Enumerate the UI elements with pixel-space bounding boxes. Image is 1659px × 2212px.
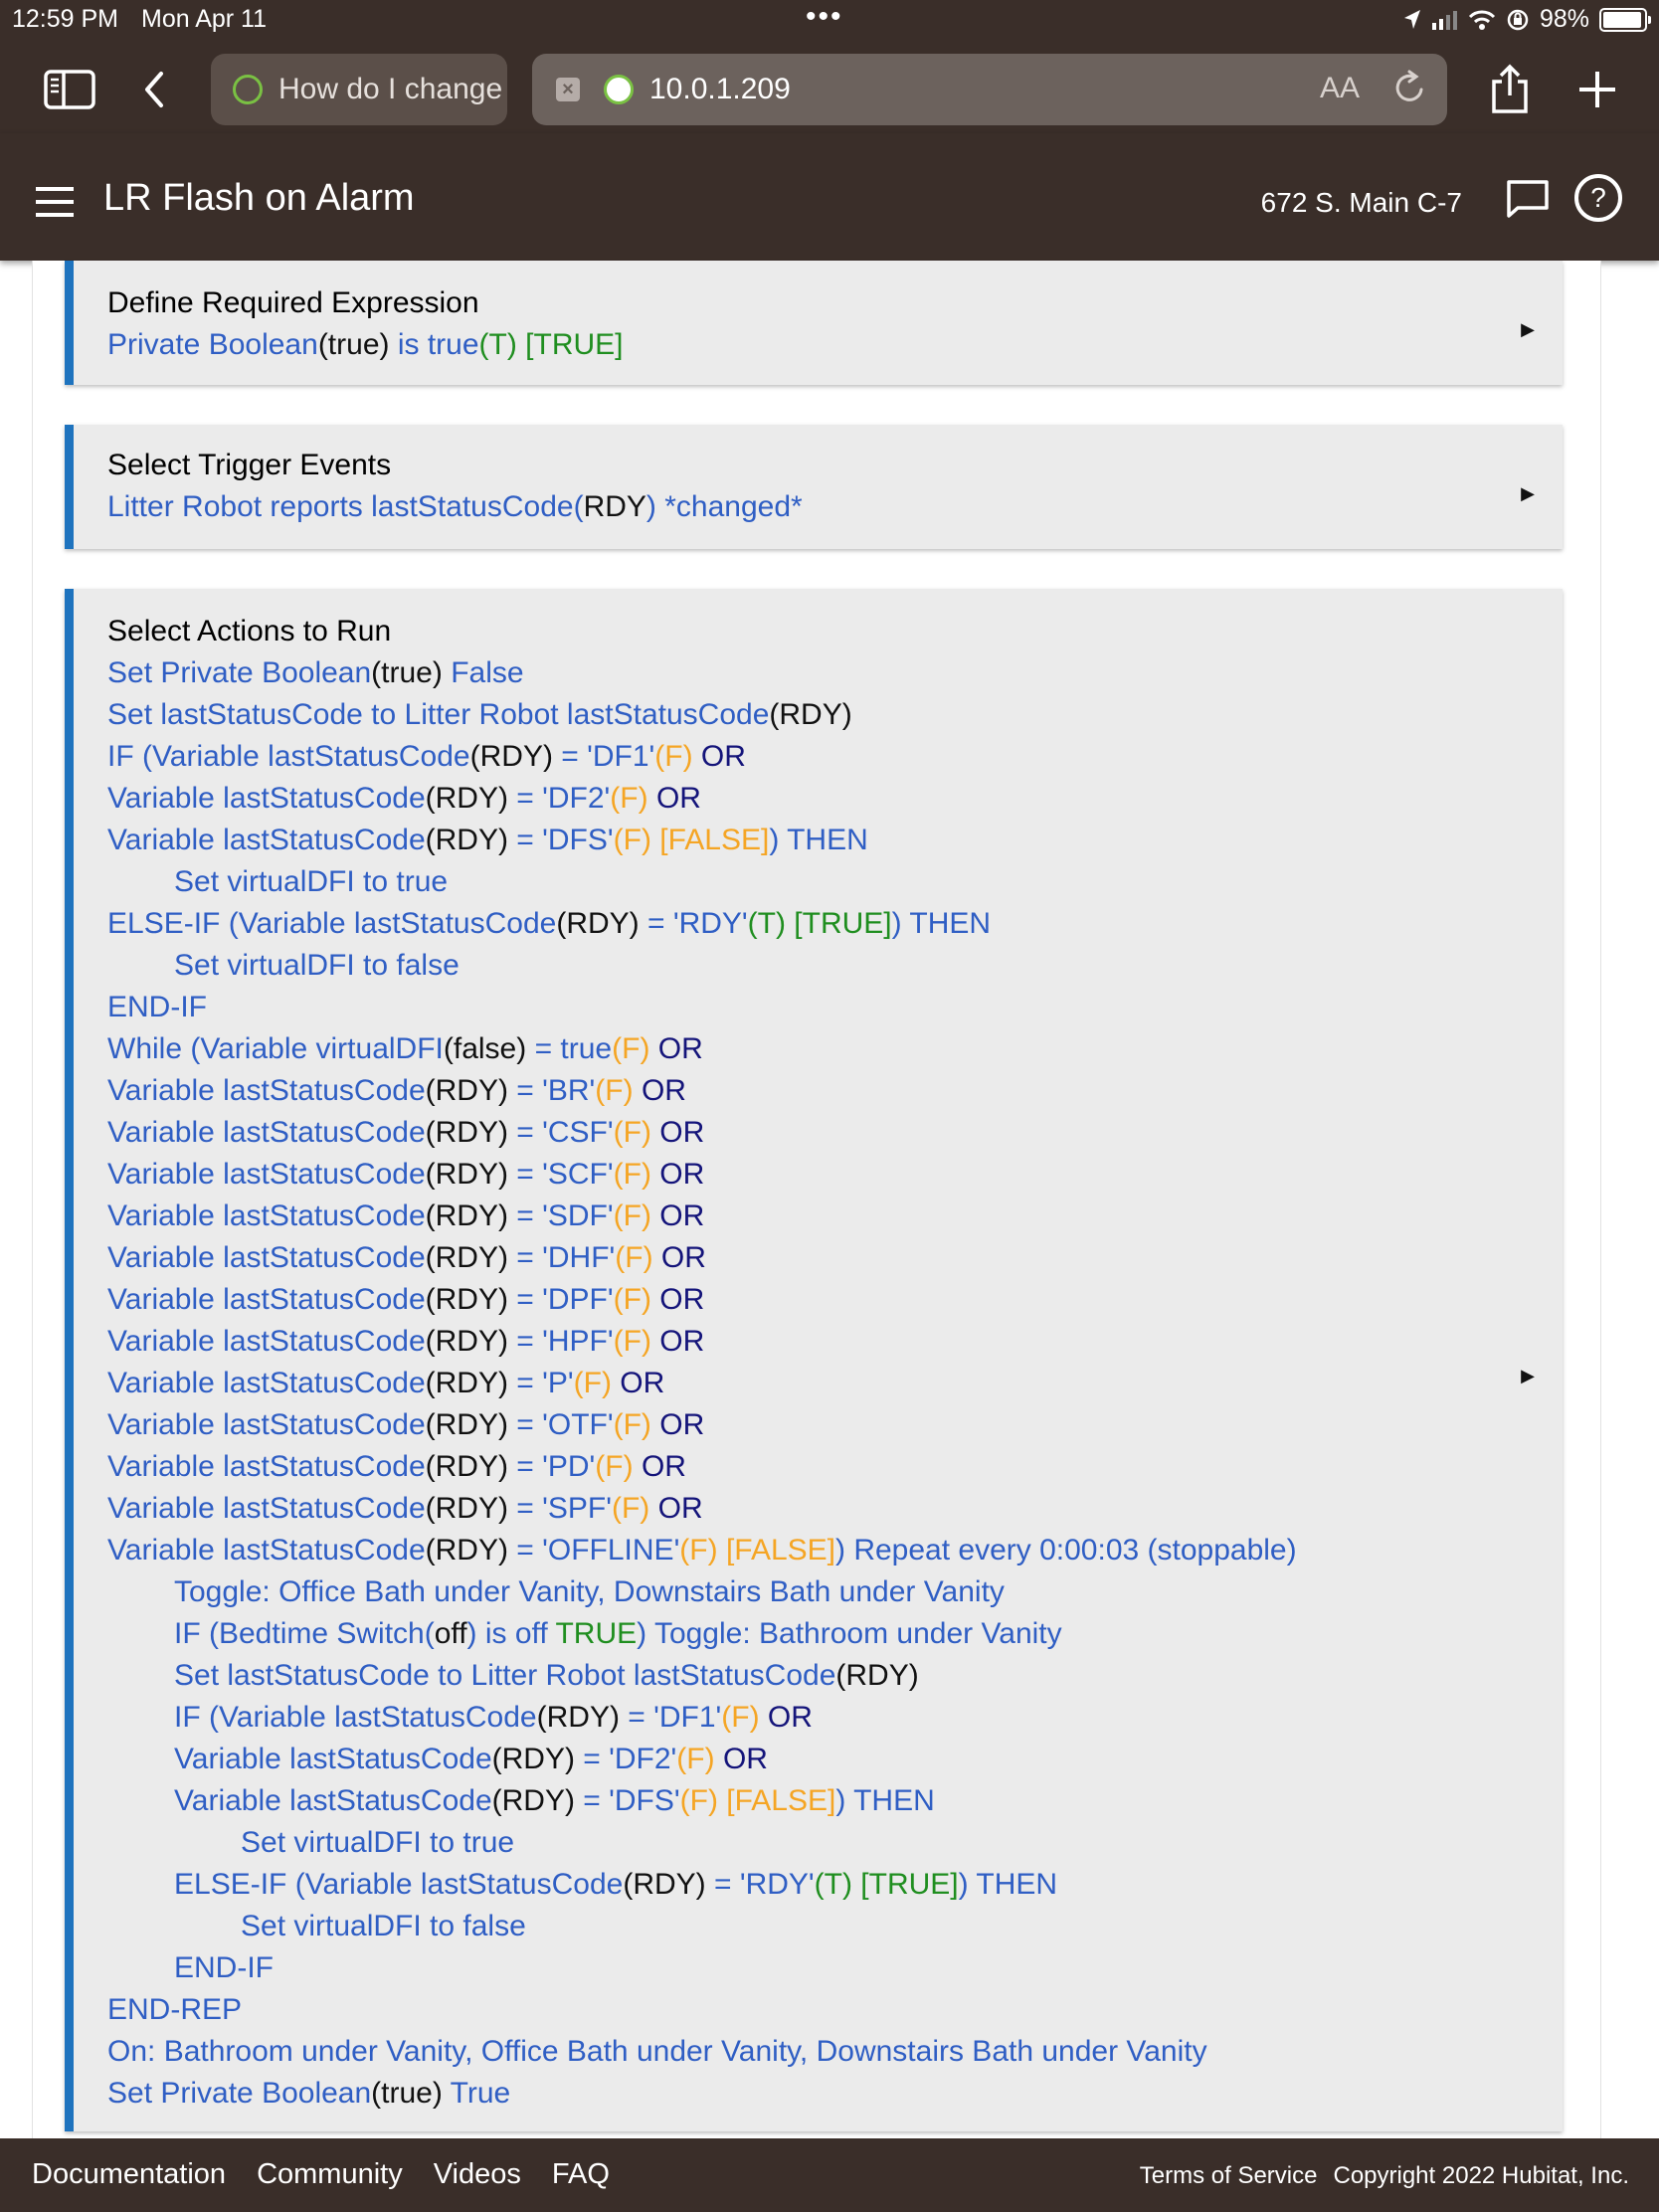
rule-line: [107, 1154, 1563, 1196]
svg-text:?: ?: [1590, 182, 1606, 213]
rule-token: (RDY): [425, 1199, 508, 1232]
actions-section[interactable]: [65, 589, 1563, 2131]
multitask-dots-icon[interactable]: •••: [806, 0, 843, 33]
rule-token: (T) [TRUE]: [478, 328, 624, 361]
rule-token: (RDY): [623, 1868, 706, 1901]
rule-token: = 'DF2': [574, 1743, 677, 1775]
rule-token: Set lastStatusCode to Litter Robot lastStatusCode: [107, 698, 770, 731]
rule-token: (true): [317, 328, 390, 361]
rule-token: True: [442, 2077, 511, 2110]
rule-token: OR: [633, 1074, 686, 1107]
rule-token: (RDY): [425, 1450, 508, 1483]
rule-token: OR: [650, 1283, 705, 1316]
trigger-events-section[interactable]: [65, 425, 1563, 549]
section-title: Select Actions to Run: [107, 615, 392, 647]
tab-other[interactable]: [211, 54, 507, 125]
battery-percent: 98%: [1539, 5, 1589, 33]
rule-token: is true: [389, 328, 479, 361]
rule-line: [107, 1363, 1563, 1404]
help-icon[interactable]: [1573, 173, 1623, 228]
rule-token: (F): [613, 1408, 651, 1441]
rule-token: (RDY): [425, 1283, 508, 1316]
rule-token: Litter Robot reports lastStatusCode(: [107, 490, 584, 523]
rule-token: Variable lastStatusCode: [107, 1074, 426, 1107]
rule-token: (T) [TRUE]: [747, 907, 892, 940]
hubitat-favicon-icon: [233, 75, 263, 104]
rule-token: Variable lastStatusCode: [107, 1325, 426, 1358]
text-size-button[interactable]: AA: [1319, 72, 1360, 104]
rule-line: [107, 1404, 1563, 1446]
footer-link-community[interactable]: Community: [257, 2158, 403, 2190]
battery-icon: [1599, 8, 1647, 32]
rule-token: RDY: [583, 490, 646, 523]
rule-token: OR: [611, 1367, 665, 1399]
rule-token: = 'P': [507, 1367, 574, 1399]
rule-token: Set virtualDFI to true: [174, 865, 449, 898]
rule-line: [107, 324, 1563, 366]
rule-token: = 'DPF': [507, 1283, 614, 1316]
page-title: LR Flash on Alarm: [103, 177, 415, 219]
rule-line: [107, 1906, 1563, 1947]
rule-token: (F): [613, 1283, 651, 1316]
rule-token: TRUE: [555, 1617, 638, 1650]
section-title: Select Trigger Events: [107, 449, 392, 481]
rule-token: OR: [650, 1116, 705, 1149]
rule-line: [107, 1739, 1563, 1780]
rule-token: Set Private Boolean: [107, 656, 372, 689]
rule-token: OR: [650, 1199, 705, 1232]
rule-token: ) THEN: [835, 1784, 935, 1817]
wifi-icon: [1468, 9, 1496, 31]
rule-token: OR: [649, 1492, 703, 1525]
rule-line: [107, 1571, 1563, 1613]
rule-line: [107, 652, 1563, 694]
rule-content: [32, 261, 1601, 2138]
rule-token: OR: [649, 1032, 703, 1065]
rule-token: OR: [650, 1158, 705, 1191]
rule-token: (F) [FALSE]: [679, 1784, 836, 1817]
rule-token: = 'DFS': [507, 824, 614, 856]
reload-icon[interactable]: [1391, 68, 1427, 112]
rule-token: = 'BR': [507, 1074, 596, 1107]
rule-token: (RDY): [556, 907, 640, 940]
rule-line: [107, 1488, 1563, 1530]
rule-line: [107, 1070, 1563, 1112]
rule-token: (F): [676, 1743, 715, 1775]
rule-token: (F): [613, 1158, 651, 1191]
rule-token: ELSE-IF (Variable lastStatusCode: [174, 1868, 624, 1901]
rule-token: (RDY): [491, 1743, 575, 1775]
rule-token: (RDY): [425, 1241, 508, 1274]
rule-token: END-IF: [174, 1951, 274, 1984]
status-time: 12:59 PM: [12, 5, 119, 33]
rule-token: ELSE-IF (Variable lastStatusCode: [107, 907, 557, 940]
rule-token: (RDY): [425, 1492, 508, 1525]
footer-legal: [1140, 2162, 1629, 2190]
rule-line: [107, 820, 1563, 861]
rule-line: [107, 1655, 1563, 1697]
rule-token: (RDY): [769, 698, 852, 731]
terms-link[interactable]: Terms of Service: [1139, 2162, 1318, 2189]
rule-token: END-REP: [107, 1993, 243, 2026]
hamburger-menu-icon[interactable]: [36, 187, 76, 222]
rule-line: [107, 1196, 1563, 1237]
rule-token: (RDY): [536, 1701, 620, 1734]
rule-token: Variable lastStatusCode: [107, 1158, 426, 1191]
rule-token: = 'DF1': [552, 740, 655, 773]
rule-token: = 'OFFLINE': [507, 1534, 680, 1567]
rule-token: False: [442, 656, 524, 689]
rule-line: [107, 736, 1563, 778]
rule-line: [107, 778, 1563, 820]
rule-token: Variable lastStatusCode: [174, 1784, 492, 1817]
rule-line: [107, 1989, 1563, 2031]
rule-line: [107, 1864, 1563, 1906]
section-lines: [107, 652, 1563, 2115]
hubitat-favicon-icon: [604, 75, 634, 104]
rule-token: (RDY): [425, 824, 508, 856]
chat-icon[interactable]: [1506, 179, 1550, 224]
rule-token: Set virtualDFI to false: [241, 1910, 526, 1942]
rule-line: [107, 1112, 1563, 1154]
rule-token: = 'CSF': [507, 1116, 614, 1149]
copyright: Copyright 2022 Hubitat, Inc.: [1333, 2162, 1629, 2189]
rule-token: ) is off: [466, 1617, 556, 1650]
rule-token: (RDY): [425, 1158, 508, 1191]
rule-token: (F): [721, 1701, 760, 1734]
rule-token: Variable lastStatusCode: [107, 1116, 426, 1149]
status-date: Mon Apr 11: [141, 5, 268, 33]
rule-token: Variable lastStatusCode: [107, 1408, 426, 1441]
footer-link-faq[interactable]: FAQ: [551, 2158, 610, 2190]
rule-token: (F): [613, 1325, 651, 1358]
location-icon: [1402, 9, 1422, 31]
rule-token: IF (Variable lastStatusCode: [107, 740, 470, 773]
rule-token: = 'DF1': [619, 1701, 722, 1734]
rule-line: [107, 2073, 1563, 2115]
rule-token: Set virtualDFI to false: [174, 949, 460, 982]
rule-token: (RDY): [425, 1325, 508, 1358]
rule-token: = 'SCF': [507, 1158, 614, 1191]
rule-token: (RDY): [491, 1784, 575, 1817]
rule-token: = 'RDY': [639, 907, 748, 940]
rule-token: OR: [692, 740, 746, 773]
rule-token: OR: [647, 782, 701, 815]
rule-token: (T) [TRUE]: [814, 1868, 959, 1901]
rule-token: Variable lastStatusCode: [107, 1450, 426, 1483]
rule-token: (RDY): [425, 1367, 508, 1399]
rule-token: ) *changed*: [645, 490, 803, 523]
rule-token: Toggle: Office Bath under Vanity, Downstairs Bath under Vanity: [174, 1575, 1005, 1608]
rule-token: (RDY): [425, 1534, 508, 1567]
rule-token: (F): [595, 1450, 634, 1483]
footer: [0, 2138, 1659, 2212]
rule-token: Variable lastStatusCode: [107, 1492, 426, 1525]
section-lines: [107, 486, 1563, 528]
rule-line: [107, 987, 1563, 1028]
rule-token: OR: [650, 1325, 705, 1358]
rule-token: (F) [FALSE]: [613, 824, 770, 856]
rule-token: (F): [595, 1074, 634, 1107]
rule-token: ) Toggle: Bathroom under Vanity: [637, 1617, 1062, 1650]
rule-token: Variable lastStatusCode: [107, 1283, 426, 1316]
new-tab-icon[interactable]: [1567, 60, 1627, 119]
rule-line: [107, 1530, 1563, 1571]
close-tab-icon[interactable]: ×: [556, 78, 580, 101]
rule-token: ) THEN: [769, 824, 868, 856]
rule-token: = 'SPF': [507, 1492, 612, 1525]
rule-line: [107, 861, 1563, 903]
rule-token: (RDY): [469, 740, 553, 773]
rule-line: [107, 945, 1563, 987]
tab-title: How do I change: [278, 73, 503, 105]
required-expression-section[interactable]: [65, 261, 1563, 385]
rule-token: (F): [612, 1032, 650, 1065]
rule-line: [107, 1446, 1563, 1488]
rule-token: Variable lastStatusCode: [107, 1367, 426, 1399]
rule-token: (RDY): [425, 1074, 508, 1107]
rule-line: [107, 1780, 1563, 1822]
expand-arrow-icon[interactable]: ▶: [1521, 483, 1535, 503]
rule-token: = 'OTF': [507, 1408, 614, 1441]
rule-token: ) THEN: [958, 1868, 1058, 1901]
rule-token: (RDY): [425, 782, 508, 815]
rule-token: ) Repeat every 0:00:03 (stoppable): [835, 1534, 1297, 1567]
rule-token: (RDY): [835, 1659, 919, 1692]
rule-token: off: [434, 1617, 467, 1650]
rule-line: [107, 1237, 1563, 1279]
rule-token: (F): [611, 1492, 650, 1525]
rule-token: (F): [615, 1241, 653, 1274]
rule-token: = 'DF2': [507, 782, 611, 815]
rule-token: OR: [633, 1450, 686, 1483]
footer-link-documentation[interactable]: Documentation: [32, 2158, 227, 2190]
expand-arrow-icon[interactable]: ▶: [1521, 319, 1535, 339]
app-header: [0, 133, 1659, 261]
rule-token: (RDY): [425, 1116, 508, 1149]
rule-token: OR: [714, 1743, 768, 1775]
rule-token: (true): [371, 2077, 443, 2110]
sidebar-toggle-icon[interactable]: [40, 60, 99, 119]
rule-line: [107, 486, 1563, 528]
rule-token: (F): [573, 1367, 612, 1399]
url-text: 10.0.1.209: [649, 73, 791, 105]
rule-token: Set virtualDFI to true: [241, 1826, 515, 1859]
rule-line: [107, 1697, 1563, 1739]
rule-token: (F): [654, 740, 693, 773]
rule-token: = 'DHF': [507, 1241, 616, 1274]
rule-token: Variable lastStatusCode: [107, 1199, 426, 1232]
rule-token: (false): [443, 1032, 527, 1065]
rule-token: = 'RDY': [705, 1868, 815, 1901]
rule-token: ) THEN: [891, 907, 992, 940]
rule-token: (F) [FALSE]: [679, 1534, 835, 1567]
rule-line: [107, 1613, 1563, 1655]
rule-token: END-IF: [107, 991, 207, 1023]
rule-token: (RDY): [425, 1408, 508, 1441]
section-lines: [107, 324, 1563, 366]
rule-token: (F): [613, 1116, 651, 1149]
rule-token: Private Boolean: [107, 328, 318, 361]
hub-name[interactable]: 672 S. Main C-7: [1260, 187, 1462, 218]
rule-token: = 'PD': [507, 1450, 596, 1483]
rule-line: [107, 1028, 1563, 1070]
rule-token: On: Bathroom under Vanity, Office Bath under Vanity, Downstairs Bath under Vanity: [107, 2035, 1207, 2068]
status-icons: [1402, 5, 1647, 34]
rule-token: OR: [652, 1241, 706, 1274]
rule-token: (F): [610, 782, 648, 815]
rule-token: IF (Variable lastStatusCode: [174, 1701, 537, 1734]
rule-token: = 'DFS': [574, 1784, 680, 1817]
rule-line: [107, 694, 1563, 736]
rule-token: OR: [759, 1701, 813, 1734]
rule-token: (true): [371, 656, 443, 689]
rule-line: [107, 1822, 1563, 1864]
cellular-signal-icon: [1432, 10, 1458, 30]
rule-line: [107, 1947, 1563, 1989]
rule-token: IF (Bedtime Switch(: [174, 1617, 435, 1650]
rule-token: = 'HPF': [507, 1325, 614, 1358]
footer-link-videos[interactable]: Videos: [433, 2158, 521, 2190]
address-bar[interactable]: [532, 54, 1447, 125]
status-bar: [0, 0, 1659, 46]
rule-token: Variable lastStatusCode: [107, 1534, 426, 1567]
rule-token: OR: [650, 1408, 705, 1441]
browser-toolbar: [0, 46, 1659, 133]
rule-token: Variable lastStatusCode: [174, 1743, 492, 1775]
rule-token: = 'SDF': [507, 1199, 614, 1232]
section-title: Define Required Expression: [107, 286, 479, 319]
rule-token: Variable lastStatusCode: [107, 782, 426, 815]
rule-line: [107, 1321, 1563, 1363]
rule-token: Variable lastStatusCode: [107, 1241, 426, 1274]
back-icon[interactable]: [124, 60, 184, 119]
rule-line: [107, 903, 1563, 945]
rule-token: Variable lastStatusCode: [107, 824, 426, 856]
rule-token: Set Private Boolean: [107, 2077, 372, 2110]
rule-line: [107, 2031, 1563, 2073]
expand-arrow-icon[interactable]: ▶: [1521, 1366, 1535, 1385]
orientation-lock-icon: [1506, 8, 1530, 32]
rule-token: (F): [613, 1199, 651, 1232]
rule-line: [107, 1279, 1563, 1321]
rule-token: Set lastStatusCode to Litter Robot lastStatusCode: [174, 1659, 836, 1692]
share-icon[interactable]: [1480, 60, 1540, 119]
footer-links: [32, 2158, 610, 2191]
rule-token: = true: [526, 1032, 613, 1065]
rule-token: While (Variable virtualDFI: [107, 1032, 444, 1065]
